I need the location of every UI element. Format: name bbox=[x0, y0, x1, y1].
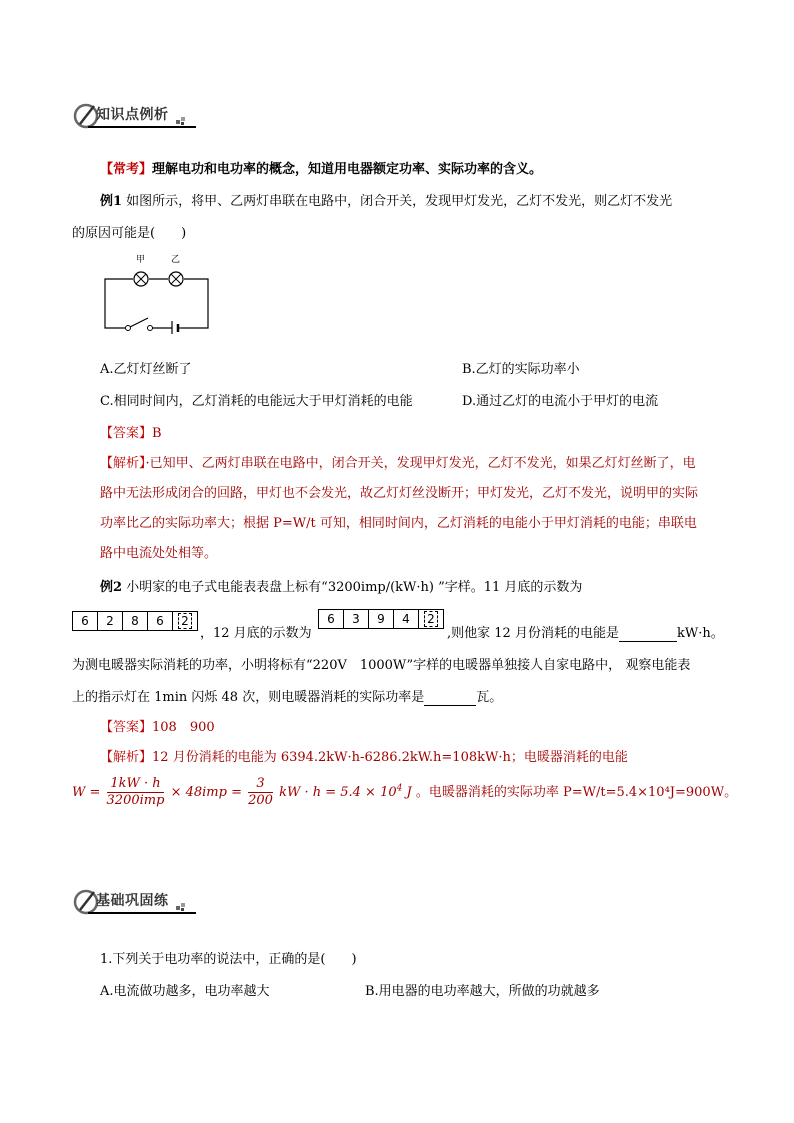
answer-tag: 【答案】 bbox=[100, 720, 153, 735]
analysis-tag: 【解析】 bbox=[100, 750, 153, 765]
line4-text: 上的指示灯在 1min 闪烁 48 次，则电暖器消耗的实际功率是 bbox=[72, 690, 425, 705]
changkao-line bbox=[100, 160, 542, 180]
meter-digit: 6 bbox=[148, 612, 173, 630]
analysis-tag: 【解析】 bbox=[100, 456, 146, 471]
battery-icon bbox=[172, 321, 182, 334]
formula-after: 。电暖器消耗的实际功率 P=W/t=5.4×10⁴J=900W。 bbox=[411, 785, 738, 800]
meter-digit: 8 bbox=[123, 612, 148, 630]
changkao-text: 理解电功和电功率的概念，知道用电器额定功率、实际功率的含义。 bbox=[152, 162, 543, 177]
meter-digit: 2 bbox=[98, 612, 123, 630]
practice-q1-option-b: B.用电器的电功率越大，所做的功就越多 bbox=[365, 984, 600, 999]
example1-stem bbox=[100, 192, 672, 212]
answer-tag: 【答案】 bbox=[100, 426, 153, 441]
practice-q1: 1.下列关于电功率的说法中，正确的是( ) bbox=[100, 952, 357, 967]
example2-line3: 为测电暖器实际消耗的功率，小明将标有“220V 1000W”字样的电暖器单独接人自家电路中， 观察电能表 bbox=[72, 658, 691, 673]
example1-stem-line2: 的原因可能是( ) bbox=[72, 226, 187, 241]
circuit-diagram bbox=[100, 252, 212, 334]
example2-label: 例2 bbox=[100, 580, 123, 595]
meter-digit: 3 bbox=[344, 610, 369, 628]
fraction-denominator: 200 bbox=[248, 793, 273, 808]
section-rule bbox=[88, 126, 196, 128]
formula-lhs: W = bbox=[72, 785, 101, 800]
section-rule bbox=[88, 912, 196, 914]
energy-formula bbox=[72, 776, 737, 809]
example2-answer bbox=[100, 716, 215, 735]
meter-digit-decimal: 2 bbox=[173, 612, 197, 630]
meter-digit-decimal: 2 bbox=[419, 610, 443, 628]
lamp-icon bbox=[169, 272, 183, 286]
section-banner-practice bbox=[72, 886, 196, 920]
meter-digit: 9 bbox=[369, 610, 394, 628]
after-meter-text: ,则他家 12 月份消耗的电能是 bbox=[447, 626, 619, 641]
option-d: D.通过乙灯的电流小于甲灯的电流 bbox=[462, 394, 659, 409]
meter-digit: 6 bbox=[73, 612, 98, 630]
meter-digit: 4 bbox=[394, 610, 419, 628]
decor-squares-icon bbox=[176, 903, 186, 911]
section-title: 知识点例析 bbox=[96, 107, 169, 123]
example1-label: 例1 bbox=[100, 194, 123, 209]
formula-unit: J bbox=[402, 785, 412, 800]
example2-mid-text: ，12 月底的示数为 bbox=[200, 626, 312, 641]
meter-display-december bbox=[318, 609, 444, 629]
practice-q1-option-a: A.电流做功越多，电功率越大 bbox=[100, 984, 270, 999]
option-b: B.乙灯的实际功率小 bbox=[462, 362, 580, 377]
option-c: C.相同时间内，乙灯消耗的电能远大于甲灯消耗的电能 bbox=[100, 394, 413, 409]
example2-line4 bbox=[72, 686, 502, 706]
formula-times: × 48imp = bbox=[170, 785, 242, 800]
option-a: A.乙灯灯丝断了 bbox=[100, 362, 192, 377]
answer-blank bbox=[424, 690, 476, 706]
fraction-numerator: 3 bbox=[248, 776, 273, 793]
formula-fraction-1 bbox=[107, 776, 165, 809]
example1-stem-line1: 如图所示，将甲、乙两灯串联在电路中，闭合开关，发现甲灯发光，乙灯不发光，则乙灯不发光 bbox=[122, 194, 673, 209]
decor-squares-icon bbox=[176, 117, 186, 125]
formula-tail: kW · h = 5.4 × 10 bbox=[279, 785, 397, 800]
example1-analysis bbox=[100, 449, 705, 569]
lamp-label-yi: 乙 bbox=[171, 255, 181, 265]
analysis-text: 12 月份消耗的电能为 6394.2kW·h-6286.2kW.h=108kW·h；电暖器消耗的电能 bbox=[152, 750, 628, 765]
answer-blank bbox=[619, 626, 677, 642]
answer-value: 108 900 bbox=[152, 720, 215, 735]
section-title: 基础巩固练 bbox=[96, 893, 169, 909]
example2-analysis-line1 bbox=[100, 746, 628, 765]
lamp-icon bbox=[134, 272, 148, 286]
switch-icon bbox=[126, 318, 173, 331]
unit-kwh: kW·h。 bbox=[676, 626, 724, 641]
example2-stem bbox=[100, 578, 582, 598]
section-banner-knowledge bbox=[72, 100, 196, 134]
example2-after-meter bbox=[447, 622, 724, 642]
meter-digit: 6 bbox=[319, 610, 344, 628]
changkao-tag: 【常考】 bbox=[100, 162, 153, 177]
formula-exponent: 4 bbox=[396, 783, 403, 794]
analysis-text: ·已知甲、乙两灯串联在电路中，闭合开关，发现甲灯发光，乙灯不发光，如果乙灯灯丝断了，电路中无法形成闭合的回路，甲灯也不会发光，故乙灯灯丝没断开；甲灯发光，乙灯不发光，说明甲的实际功率比乙的实际功率大；根据 P=W/t 可知，相同时间内，乙灯消耗的电能小于甲灯消耗的电能；串联电路中电流处处相等。 bbox=[100, 456, 699, 561]
lamp-label-jia: 甲 bbox=[136, 255, 146, 265]
meter-display-november bbox=[72, 611, 198, 631]
example1-answer bbox=[100, 422, 162, 441]
line4-unit: 瓦。 bbox=[476, 690, 503, 705]
formula-fraction-2 bbox=[248, 776, 273, 809]
fraction-denominator: 3200imp bbox=[106, 793, 165, 808]
example2-stem-line1: 小明家的电子式电能表表盘上标有“3200imp/(kW·h) ”字样。11 月底的示数为 bbox=[122, 580, 583, 595]
fraction-numerator: 1kW · h bbox=[107, 776, 165, 793]
answer-value: B bbox=[152, 426, 162, 441]
